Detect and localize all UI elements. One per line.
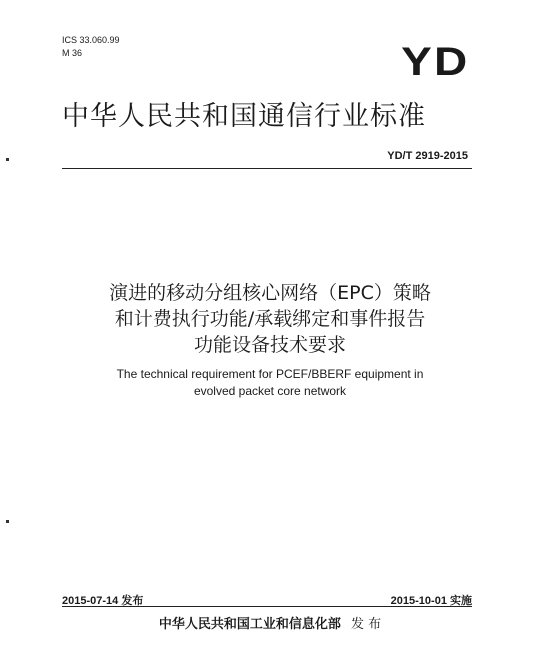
ics-code: ICS 33.060.99 <box>62 35 120 45</box>
chinese-title-line: 演进的移动分组核心网络（EPC）策略 <box>109 282 431 304</box>
issuer-name: 中华人民共和国工业和信息化部 <box>158 617 341 632</box>
category-code: M 36 <box>62 48 83 58</box>
chinese-title <box>0 280 540 358</box>
english-title <box>0 366 540 400</box>
bottom-divider <box>62 606 472 607</box>
implementation-date: 2015-10-01 实施 <box>390 595 472 607</box>
english-title-line: evolved packet core network <box>193 384 347 398</box>
standard-number: YD/T 2919-2015 <box>387 150 468 162</box>
issuer-label: 发 布 <box>350 617 382 632</box>
chinese-title-line: 功能设备技术要求 <box>193 334 346 356</box>
scan-mark <box>6 520 9 523</box>
chinese-title-line: 和计费执行功能/承载绑定和事件报告 <box>114 308 426 330</box>
top-divider <box>62 168 472 169</box>
release-date: 2015-07-14 发布 <box>62 595 144 607</box>
issuer-line <box>0 613 540 632</box>
scan-mark <box>6 158 9 161</box>
standard-title: 中华人民共和国通信行业标准 <box>62 101 426 132</box>
classification-codes <box>62 34 120 60</box>
english-title-line: The technical requirement for PCEF/BBERF equipment in <box>116 367 424 381</box>
yd-logo: YD <box>401 40 470 84</box>
